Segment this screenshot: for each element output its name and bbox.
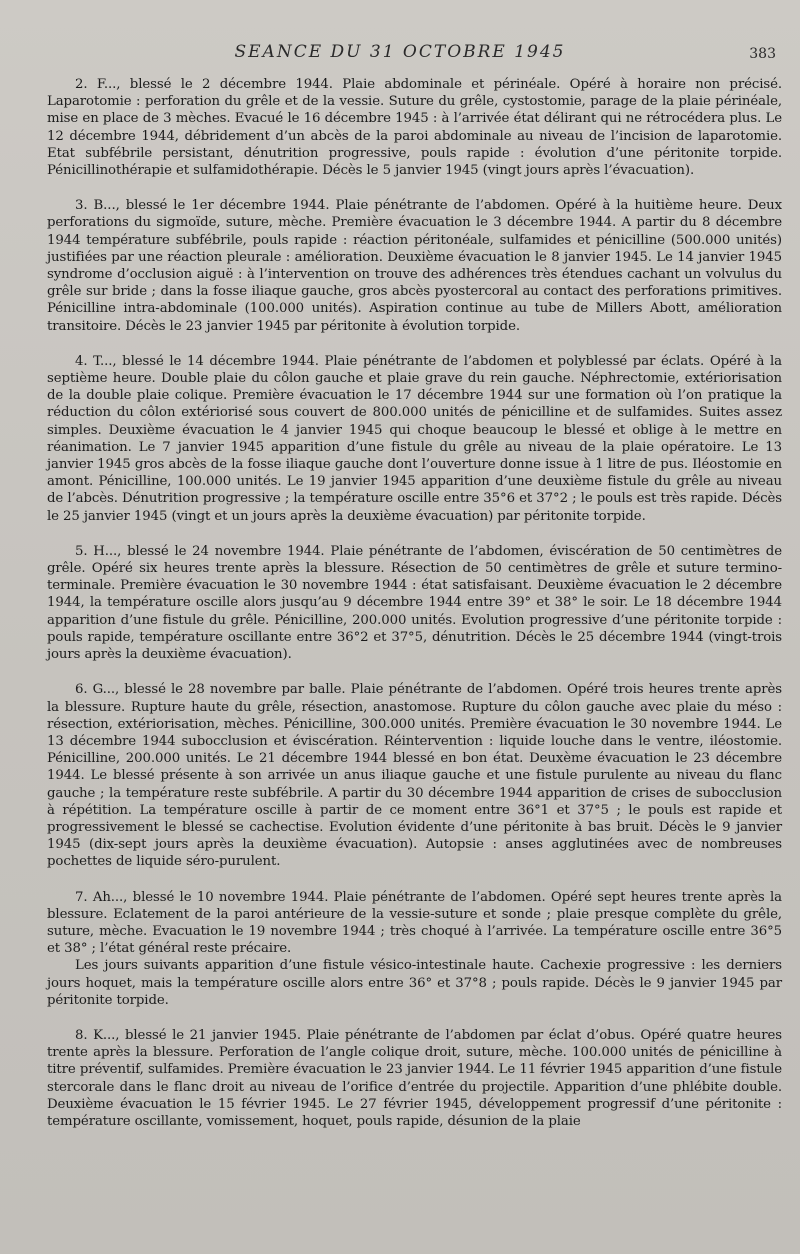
case-paragraph: 3. B..., blessé le 1er décembre 1944. Plaie pénétrante de l’abdomen. Opéré à la huitième heure. Deux perforations du sigmoïde, suture, mèche. Première évacuation le 3 décembre 1944. A partir du 8 décembre 1944 température subfébrile, pouls rapide : réaction péritonéale, sulfamides et pénicilline (500.000 unités) justifiées par une réaction pleurale : amélioration. Deuxième évacuation le 8 janvier 1945. Le 14 janvier 1945 syndrome d’occlusion aiguë : à l’intervention on trouve des adhérences très étendues cachant un volvulus du grêle sur bride ; dans la fosse iliaque gauche, gros abcès pyostercoral au contact des perforations primitives. Pénicilline intra-abdominale (100.000 unités). Aspiration continue au tube de Millers Abott, amélioration transitoire. Décès le 23 janvier 1945 par péritonite à évolution torpide. <box>47 198 782 334</box>
case-paragraph: 5. H..., blessé le 24 novembre 1944. Plaie pénétrante de l’abdomen, éviscération de 50 centimètres de grêle. Opéré six heures trente après la blessure. Résection de 50 centimètres de grêle et suture termino-terminale. Première évacuation le 30 novembre 1944 : état satisfaisant. Deuxième évacuation le 2 décembre 1944, la température oscille alors jusqu’au 9 décembre 1944 entre 39° et 38° le soir. Le 18 décembre 1944 apparition d’une fistule du grêle. Pénicilline, 200.000 unités. Evolution progressive d’une péritonite torpide : pouls rapide, température oscillante entre 36°2 et 37°5, dénutrition. Décès le 25 décembre 1944 (vingt-trois jours après la deuxième évacuation). <box>47 543 782 663</box>
page-header <box>0 42 800 72</box>
case-paragraph: 2. F..., blessé le 2 décembre 1944. Plaie abdominale et périnéale. Opéré à horaire non précisé. Laparotomie : perforation du grêle et de la vessie. Suture du grêle, cystostomie, parage de la plaie périnéale, mise en place de 3 mèches. Evacué le 16 décembre 1945 : à l’arrivée état délirant qui ne rétrocédera plus. Le 12 décembre 1944, débridement d’un abcès de la paroi abdominale au niveau de l’incision de laparotomie. Etat subfébrile persistant, dénutrition progressive, pouls rapide : évolution d’une péritonite torpide. Pénicillinothérapie et sulfamidothérapie. Décès le 5 janvier 1945 (vingt jours après l’évacuation). <box>47 77 782 179</box>
case-paragraph: 4. T..., blessé le 14 décembre 1944. Plaie pénétrante de l’abdomen et polyblessé par éclats. Opéré à la septième heure. Double plaie du côlon gauche et plaie grave du rein gauche. Néphrectomie, extériorisation de la double plaie colique. Première évacuation le 17 décembre 1944 sur une formation où l’on pratique la réduction du côlon extériorisé sous couvert de 800.000 unités de pénicilline et de sulfamides. Suites assez simples. Deuxième évacuation le 4 janvier 1945 qui choque beaucoup le blessé et oblige à le mettre en réanimation. Le 7 janvier 1945 apparition d’une fistule du grêle au niveau de la plaie opératoire. Le 13 janvier 1945 gros abcès de la fosse iliaque gauche dont l’ouverture donne issue à 1 litre de pus. Iléostomie en amont. Pénicilline, 100.000 unités. Le 19 janvier 1945 apparition d’une deuxième fistule du grêle au niveau de l’abcès. Dénutrition progressive ; la température oscille entre 35°6 et 37°2 ; le pouls est très rapide. Décès le 25 janvier 1945 (vingt et un jours après la deuxième évacuation) par péritonite torpide. <box>47 353 782 524</box>
case-3 <box>47 197 782 335</box>
case-paragraph: 8. K..., blessé le 21 janvier 1945. Plaie pénétrante de l’abdomen par éclat d’obus. Opéré quatre heures trente après la blessure. Perforation de l’angle colique droit, suture, mèche. 100.000 unités de pénicilline à titre préventif, sulfamides. Première évacuation le 23 janvier 1944. Le 11 février 1945 apparition d’une fistule stercorale dans le flanc droit au niveau de l’orifice d’entrée du projectile. Apparition d’une phlébite double. Deuxième évacuation le 15 février 1945. Le 27 février 1945, développement progressif d’une péritonite : température oscillante, vomissement, hoquet, pouls rapide, désunion de la plaie <box>47 1027 782 1129</box>
case-2 <box>47 76 782 179</box>
page-number: 383 <box>749 46 776 62</box>
case-paragraph: Les jours suivants apparition d’une fistule vésico-intestinale haute. Cachexie progressive : les derniers jours hoquet, mais la température oscille alors entre 36° et 37°8 ; pouls rapide. Décès le 9 janvier 1945 par péritonite torpide. <box>47 958 782 1008</box>
running-title: SEANCE DU 31 OCTOBRE 1945 <box>234 42 566 62</box>
case-8 <box>47 1027 782 1130</box>
case-4 <box>47 353 782 525</box>
case-paragraph: 7. Ah..., blessé le 10 novembre 1944. Plaie pénétrante de l’abdomen. Opéré sept heures trente après la blessure. Eclatement de la paroi antérieure de la vessie-suture et sonde ; plaie presque complète du grêle, suture, mèche. Evacuation le 19 novembre 1944 ; très choqué à l’arrivée. La température oscille entre 36°5 et 38° ; l’état général reste précaire. <box>47 889 782 957</box>
case-5 <box>47 543 782 663</box>
case-7 <box>47 889 782 1009</box>
case-paragraph: 6. G..., blessé le 28 novembre par balle. Plaie pénétrante de l’abdomen. Opéré trois heures trente après la blessure. Rupture haute du grêle, résection, anastomose. Rupture du côlon gauche avec plaie du méso : résection, extériorisation, mèches. Pénicilline, 300.000 unités. Première évacuation le 30 novembre 1944. Le 13 décembre 1944 subocclusion et éviscération. Réintervention : liquide louche dans le ventre, iléostomie. Pénicilline, 200.000 unités. Le 21 décembre 1944 blessé en bon état. Deuxème évacuation le 23 décembre 1944. Le blessé présente à son arrivée un anus iliaque gauche et une fistule purulente au niveau du flanc gauche ; la température reste subfébrile. A partir du 30 décembre 1944 apparition de crises de subocclusion à répétition. La température oscille à partir de ce moment entre 36°1 et 37°5 ; le pouls est rapide et progressivement le blessé se cachectise. Evolution évidente d’une péritonite à bas bruit. Décès le 9 janvier 1945 (dix-sept jours après la deuxième évacuation). Autopsie : anses agglutinées avec de nombreuses pochettes de liquide séro-purulent. <box>47 682 782 870</box>
case-6 <box>47 681 782 870</box>
document-body <box>47 76 782 1148</box>
